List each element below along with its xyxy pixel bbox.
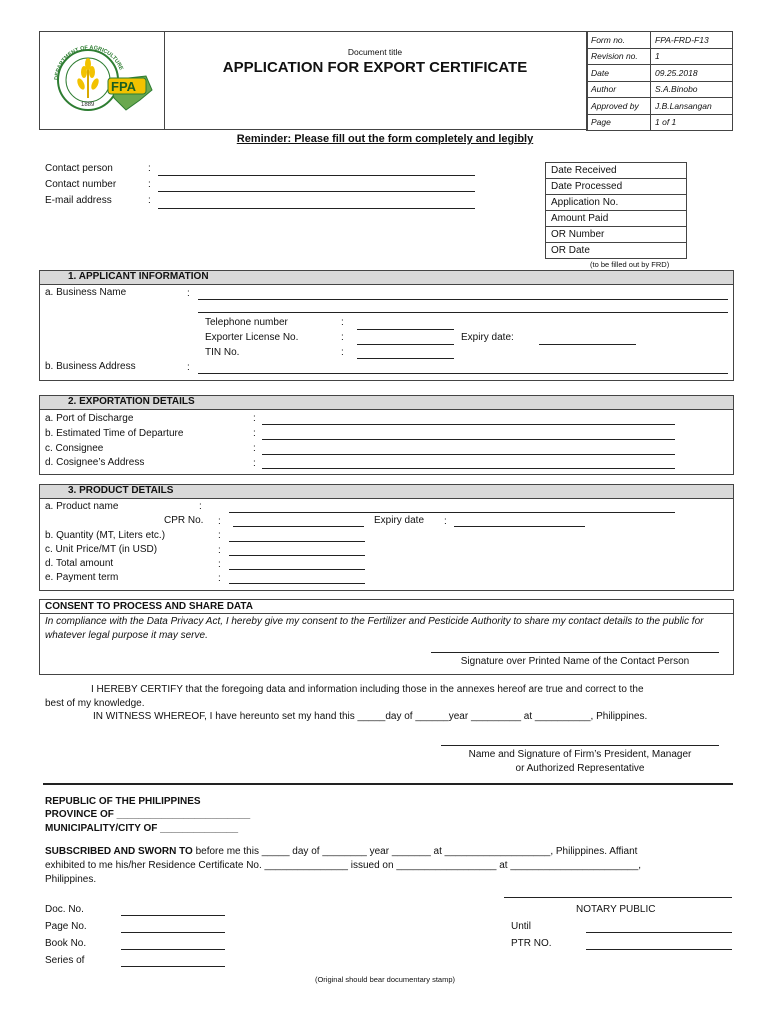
doc-no-field[interactable] xyxy=(121,915,225,916)
frd-row xyxy=(546,179,687,195)
sworn-line-2: exhibited to me his/her Residence Certificate No. _______________ issued on __________________ at _______________________, xyxy=(45,860,642,871)
document-meta-table xyxy=(586,31,733,131)
municipality-line: MUNICIPALITY/CITY OF ______________ xyxy=(45,823,239,834)
tin-label: TIN No. xyxy=(205,347,240,358)
firm-signature-label: Name and Signature of Firm’s President, Manager xyxy=(468,749,692,760)
section-applicant xyxy=(39,270,734,381)
license-expiry-label: Expiry date: xyxy=(461,332,514,343)
series-label: Series of xyxy=(45,955,85,966)
meta-label: Form no. xyxy=(587,32,651,49)
ptr-field[interactable] xyxy=(586,949,732,950)
meta-row xyxy=(587,48,733,65)
sworn-rest: before me this _____ day of ________ year _______ at ___________________, Philippines. Affiant xyxy=(192,846,638,857)
total-amount-field[interactable] xyxy=(229,569,365,570)
consignee-label: c. Consignee xyxy=(45,443,104,454)
consent-title: CONSENT TO PROCESS AND SHARE DATA xyxy=(45,601,253,612)
etd-field[interactable] xyxy=(262,439,675,440)
business-name-label: a. Business Name xyxy=(45,287,127,298)
header-divider-logo xyxy=(164,31,165,129)
consignee-address-field[interactable] xyxy=(262,468,675,469)
section-3-title: 3. PRODUCT DETAILS xyxy=(68,485,174,496)
payment-term-field[interactable] xyxy=(229,583,365,584)
license-expiry-field[interactable] xyxy=(539,344,636,345)
logo-year: 1889 xyxy=(81,102,95,108)
payment-term-label: e. Payment term xyxy=(45,572,119,583)
meta-value: 09.25.2018 xyxy=(651,65,733,82)
product-name-label: a. Product name xyxy=(45,501,119,512)
telephone-label: Telephone number xyxy=(205,317,288,328)
contact-person-label: Contact person xyxy=(45,163,113,174)
reminder-text: Reminder: Please fill out the form completely and legibly xyxy=(236,133,534,145)
meta-label: Revision no. xyxy=(587,48,651,65)
email-label: E-mail address xyxy=(45,195,112,206)
firm-signature-line[interactable] xyxy=(441,745,719,746)
section-2-title: 2. EXPORTATION DETAILS xyxy=(68,396,195,407)
business-address-label: b. Business Address xyxy=(45,361,136,372)
witness-line: IN WITNESS WHEREOF, I have hereunto set my hand this _____day of ______year _________ at __________, Philippines. xyxy=(93,711,648,722)
section-1-title: 1. APPLICANT INFORMATION xyxy=(68,271,209,282)
contact-number-field[interactable] xyxy=(158,191,475,192)
logo-da-text: DEPARTMENT OF AGRICULTURE xyxy=(53,45,124,81)
consignee-address-label: d. Cosignee’s Address xyxy=(45,457,145,468)
exporter-license-label: Exporter License No. xyxy=(205,332,299,343)
frd-cell: Date Received xyxy=(546,163,687,179)
series-field[interactable] xyxy=(121,966,225,967)
certify-line-2: best of my knowledge. xyxy=(45,698,145,709)
consent-header-divider xyxy=(40,613,733,614)
frd-row xyxy=(546,211,687,227)
logo-fpa-text: FPA xyxy=(111,79,137,94)
port-label: a. Port of Discharge xyxy=(45,413,134,424)
total-amount-label: d. Total amount xyxy=(45,558,114,569)
frd-note: (to be filled out by FRD) xyxy=(590,260,670,269)
business-name-field-2[interactable] xyxy=(198,312,728,313)
meta-row xyxy=(587,81,733,98)
tin-field[interactable] xyxy=(357,358,454,359)
business-address-field[interactable] xyxy=(198,373,728,374)
notary-public-label: NOTARY PUBLIC xyxy=(576,904,656,915)
meta-label: Author xyxy=(587,81,651,98)
meta-row xyxy=(587,65,733,82)
email-field[interactable] xyxy=(158,208,475,209)
until-field[interactable] xyxy=(586,932,732,933)
section-2-header xyxy=(40,396,733,410)
meta-row xyxy=(587,98,733,115)
separator xyxy=(43,783,733,785)
contact-person-field[interactable] xyxy=(158,175,475,176)
frd-row xyxy=(546,227,687,243)
meta-value: 1 of 1 xyxy=(651,114,733,131)
contact-number-label: Contact number xyxy=(45,179,117,190)
province-line: PROVINCE OF ________________________ xyxy=(45,809,251,820)
frd-cell: Application No. xyxy=(546,195,687,211)
unit-price-field[interactable] xyxy=(229,555,365,556)
book-no-field[interactable] xyxy=(121,949,225,950)
notary-signature-line[interactable] xyxy=(504,897,732,898)
ptr-label: PTR NO. xyxy=(511,938,552,949)
product-name-field[interactable] xyxy=(229,512,675,513)
business-name-field[interactable] xyxy=(198,299,728,300)
frd-cell: Date Processed xyxy=(546,179,687,195)
book-no-label: Book No. xyxy=(45,938,87,949)
consent-signature-line[interactable] xyxy=(431,652,719,653)
page-title: APPLICATION FOR EXPORT CERTIFICATE xyxy=(222,59,528,76)
section-3-header xyxy=(40,485,733,499)
meta-value: FPA-FRD-F13 xyxy=(651,32,733,49)
consent-text: In compliance with the Data Privacy Act, I hereby give my consent to the Fertilizer and Pesticide Authority to share my contact details to the public for whatever legal purpose it may serve. xyxy=(45,616,704,641)
cpr-label: CPR No. xyxy=(164,515,204,526)
sworn-line-3: Philippines. xyxy=(45,874,97,885)
exporter-license-field[interactable] xyxy=(357,344,454,345)
telephone-field[interactable] xyxy=(357,329,454,330)
page-no-field[interactable] xyxy=(121,932,225,933)
meta-value: S.A.Binobo xyxy=(651,81,733,98)
meta-value: J.B.Lansangan xyxy=(651,98,733,115)
consent-signature-label: Signature over Printed Name of the Contact Person xyxy=(460,656,690,667)
certify-line-1: I HEREBY CERTIFY that the foregoing data and information including those in the annexes hereof are true and correct to the xyxy=(91,684,644,695)
cpr-expiry-label: Expiry date xyxy=(374,515,425,526)
sworn-line-1 xyxy=(45,846,637,857)
meta-value: 1 xyxy=(651,48,733,65)
quantity-label: b. Quantity (MT, Liters etc.) xyxy=(45,530,166,541)
frd-row xyxy=(546,163,687,179)
meta-row xyxy=(587,114,733,131)
frd-use-table xyxy=(545,162,687,259)
da-fpa-logo xyxy=(48,40,160,118)
frd-cell: OR Number xyxy=(546,227,687,243)
frd-cell: Amount Paid xyxy=(546,211,687,227)
page-no-label: Page No. xyxy=(45,921,87,932)
unit-price-label: c. Unit Price/MT (in USD) xyxy=(45,544,158,555)
sworn-bold: SUBSCRIBED AND SWORN TO xyxy=(45,846,193,857)
meta-label: Page xyxy=(587,114,651,131)
section-1-header xyxy=(40,271,733,285)
cpr-expiry-field[interactable] xyxy=(454,526,585,527)
etd-label: b. Estimated Time of Departure xyxy=(45,428,184,439)
firm-signature-label-2: or Authorized Representative xyxy=(515,763,645,774)
frd-row xyxy=(546,243,687,259)
footer-note: (Original should bear documentary stamp) xyxy=(314,975,456,984)
quantity-field[interactable] xyxy=(229,541,365,542)
frd-row xyxy=(546,195,687,211)
doc-no-label: Doc. No. xyxy=(45,904,84,915)
frd-cell: OR Date xyxy=(546,243,687,259)
port-field[interactable] xyxy=(262,424,675,425)
meta-label: Approved by xyxy=(587,98,651,115)
until-label: Until xyxy=(511,921,532,932)
meta-row xyxy=(587,32,733,49)
consignee-field[interactable] xyxy=(262,454,675,455)
cpr-field[interactable] xyxy=(233,526,364,527)
meta-label: Date xyxy=(587,65,651,82)
republic-heading: REPUBLIC OF THE PHILIPPINES xyxy=(45,796,201,807)
document-title-label: Document title xyxy=(347,47,403,57)
